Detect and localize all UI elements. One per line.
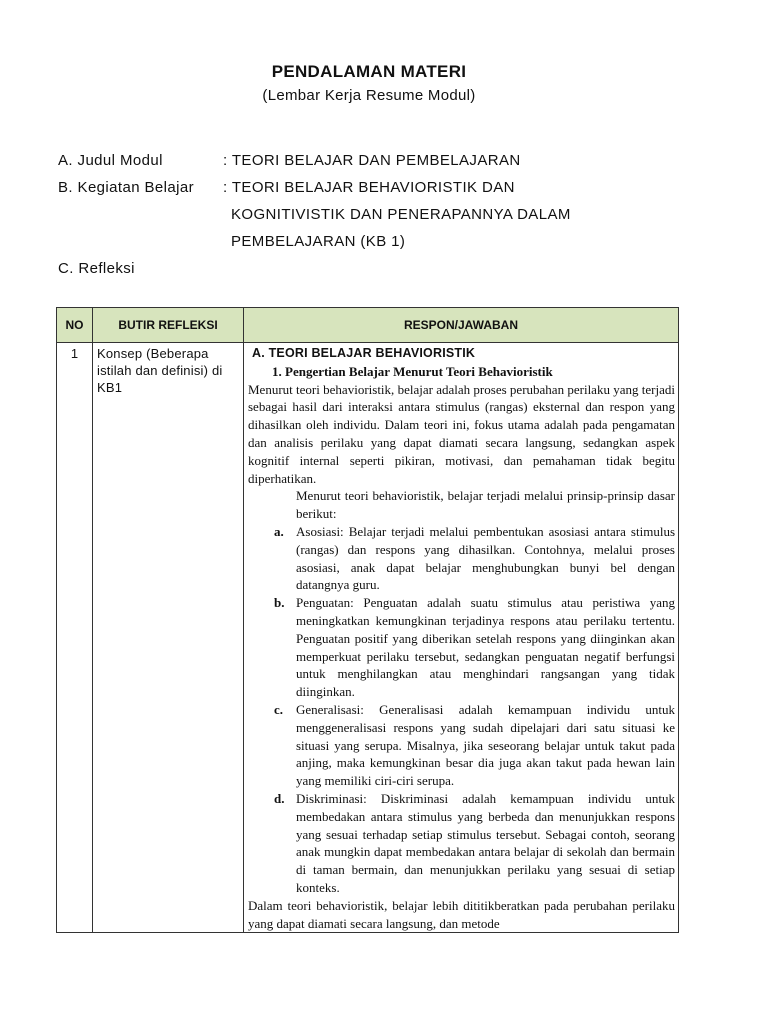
list-item-text: Diskriminasi: Diskriminasi adalah kemampuan individu untuk membedakan antara stimulus yang berbeda dan menunjukkan respons yang sesuai terhadap setiap stimulus tersebut. Sebagai contoh, seorang anak mungkin dapat membedakan antara belajar di sekolah dan bermain di taman bermain, dan menunjukkan perilaku yang sesuai di setiap konteks. — [296, 790, 675, 895]
list-item-marker: d. — [274, 790, 285, 806]
respon-jawaban-cell — [244, 343, 679, 933]
butir-refleksi-cell: Konsep (Beberapa istilah dan definisi) di KB1 — [93, 343, 244, 933]
table-row — [57, 343, 679, 933]
reflection-table — [56, 307, 679, 933]
kegiatan-belajar-value-line1: : TEORI BELAJAR BEHAVIORISTIK DAN — [223, 179, 515, 196]
list-item — [248, 701, 675, 790]
kegiatan-belajar-value-line2: KOGNITIVISTIK DAN PENERAPANNYA DALAM — [231, 206, 571, 223]
paragraph-definition: Menurut teori behavioristik, belajar adalah proses perubahan perilaku yang terjadi sebagai hasil dari interaksi antara stimulus (rangas) eksternal dan respon yang dihasilkan oleh individu. Dalam teori ini, fokus utama adalah pada pengamatan dan analisis perilaku yang dapat diamati secara langsung, sedangkan aspek kognitif internal seperti pikiran, motivasi, dan pemahaman tidak begitu diperhatikan. — [248, 381, 675, 486]
paragraph-principles-intro: Menurut teori behavioristik, belajar terjadi melalui prinsip-prinsip dasar berikut: — [296, 488, 675, 522]
paragraph-conclusion: Dalam teori behavioristik, belajar lebih dititikberatkan pada perubahan perilaku yang dapat diamati secara langsung, dan metode — [248, 897, 675, 931]
list-item-text: Asosiasi: Belajar terjadi melalui pembentukan asosiasi antara stimulus (rangas) dan respons yang dihasilkan. Contohnya, melalui proses asosiasi, anak dapat belajar menghubungkan bunyi bel dengan datangnya guru. — [296, 523, 675, 593]
list-item-marker: b. — [274, 595, 285, 611]
header-no: NO — [57, 308, 93, 343]
page-subtitle: (Lembar Kerja Resume Modul) — [262, 87, 476, 104]
kegiatan-belajar-label: B. Kegiatan Belajar — [58, 179, 195, 196]
list-item — [248, 594, 675, 701]
list-item-marker: a. — [274, 523, 284, 539]
refleksi-label: C. Refleksi — [58, 260, 135, 277]
header-respon-jawaban: RESPON/JAWABAN — [244, 308, 679, 343]
list-item-text: Penguatan: Penguatan adalah suatu stimulus atau peristiwa yang meningkatkan kemungkinan terjadinya respons atau perilaku tertentu. Penguatan positif yang diberikan setelah respons yang diinginkan akan memperkuat perilaku tersebut, sedangkan penguatan negatif berfungsi untuk menghilangkan atau menghindari rangsangan yang tidak diinginkan. — [296, 595, 675, 700]
list-item-marker: c. — [274, 701, 284, 717]
row-number: 1 — [57, 343, 93, 933]
judul-modul-value: : TEORI BELAJAR DAN PEMBELAJARAN — [223, 152, 521, 169]
list-item — [248, 523, 675, 594]
list-item-text: Generalisasi: Generalisasi adalah kemampuan individu untuk menggeneralisasi respons yang sudah dipelajari dari satu situasi ke situasi yang serupa. Misalnya, jika seseorang belajar untuk takut pada anjing, maka kemungkinan besar dia juga akan takut pada hewan lain yang memiliki ciri-ciri serupa. — [296, 701, 675, 789]
table-header-row — [57, 308, 679, 343]
subsection-title: 1. Pengertian Belajar Menurut Teori Behavioristik — [272, 363, 553, 379]
section-title: A. TEORI BELAJAR BEHAVIORISTIK — [252, 346, 476, 360]
header-butir-refleksi: BUTIR REFLEKSI — [93, 308, 244, 343]
page-title: PENDALAMAN MATERI — [271, 62, 467, 81]
list-item — [248, 790, 675, 897]
judul-modul-label: A. Judul Modul — [58, 152, 163, 169]
kegiatan-belajar-value-line3: PEMBELAJARAN (KB 1) — [231, 233, 406, 250]
